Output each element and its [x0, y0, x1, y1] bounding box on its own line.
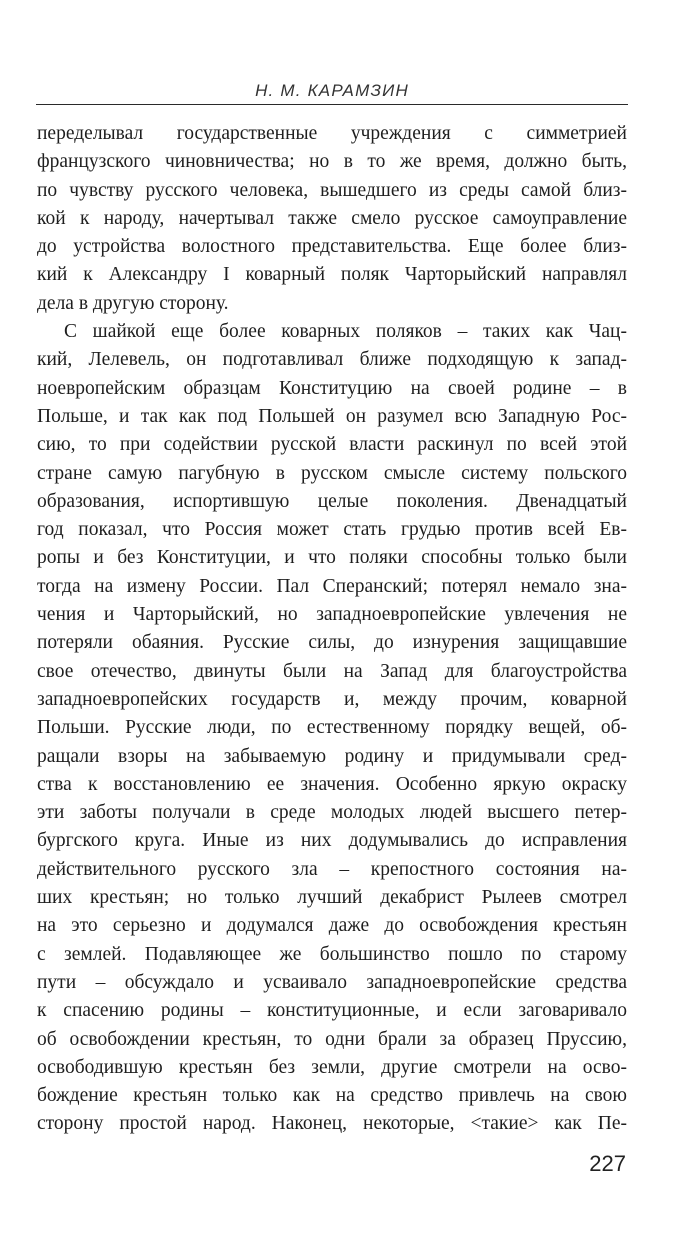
paragraph-start-line: С шайкой еще более коварных поляков – таких как Чац- [64, 321, 627, 343]
text-line: до устройства волостного представительства. Еще более близ- [37, 236, 627, 258]
text-line: Польши. Русские люди, по естественному порядку вещей, об- [37, 717, 627, 739]
text-line: действительного русского зла – крепостного состояния на- [37, 858, 627, 880]
text-line: французского чиновничества; но в то же время, должно быть, [37, 151, 627, 173]
text-line: ших крестьян; но только лучший декабрист Рылеев смотрел [37, 887, 627, 909]
text-line: эти заботы получали в среде молодых людей высшего петер- [37, 802, 627, 824]
body-text [37, 120, 627, 1139]
text-line: ращали взоры на забываемую родину и придумывали сред- [37, 745, 627, 767]
text-line: сию, то при содействии русской власти раскинул по всей этой [37, 434, 627, 456]
text-line: ства к восстановлению ее значения. Особенно яркую окраску [37, 773, 627, 795]
text-line: стране самую пагубную в русском смысле систему польского [37, 462, 627, 484]
text-line: кий, Лелевель, он подготавливал ближе подходящую к запад- [37, 349, 627, 371]
text-line: кий к Александру I коварный поляк Чарторыйский направлял [37, 264, 627, 286]
text-line: тогда на измену России. Пал Сперанский; потерял немало зна- [37, 575, 627, 597]
text-line: ноевропейским образцам Конституцию на своей родине – в [37, 377, 627, 399]
text-line: на это серьезно и додумался даже до освобождения крестьян [37, 915, 627, 937]
text-line: ропы и без Конституции, и что поляки способны только были [37, 547, 627, 569]
text-line: Польше, и так как под Польшей он разумел всю Западную Рос- [37, 405, 627, 427]
text-line: к спасению родины – конституционные, и если заговаривало [37, 1000, 627, 1022]
text-line: кой к народу, начертывал также смело русское самоуправление [37, 207, 627, 229]
text-line: с землей. Подавляющее же большинство пошло по старому [37, 943, 627, 965]
running-head [36, 78, 628, 105]
text-line: сторону простой народ. Наконец, некоторые, <такие> как Пе- [37, 1113, 627, 1135]
running-head-title: Н. М. КАРАМЗИН [255, 81, 409, 100]
text-line: по чувству русского человека, вышедшего из среды самой близ- [37, 179, 627, 201]
text-line: освободившую крестьян без земли, другие смотрели на осво- [37, 1056, 627, 1078]
text-line: бождение крестьян только как на средство привлечь на свою [37, 1085, 627, 1107]
text-line: бургского круга. Иные из них додумывались до исправления [37, 830, 627, 852]
text-line: пути – обсуждало и усваивало западноевропейские средства [37, 971, 627, 993]
text-line: чения и Чарторыйский, но западноевропейские увлечения не [37, 604, 627, 626]
paragraph-end-line: дела в другую сторону. [37, 292, 229, 314]
text-line: переделывал государственные учреждения с симметрией [37, 123, 627, 144]
text-line: год показал, что Россия может стать грудью против всей Ев- [37, 519, 627, 541]
text-line: потеряли обаяния. Русские силы, до изнурения защищавшие [37, 632, 627, 654]
text-line: об освобождении крестьян, то одни брали за образец Пруссию, [37, 1028, 627, 1050]
page-number: 227 [589, 1151, 626, 1176]
text-line: образования, испортившую целые поколения. Двенадцатый [37, 490, 627, 512]
text-line: свое отечество, двинуты были на Запад для благоустройства [37, 660, 627, 682]
text-line: западноевропейских государств и, между прочим, коварной [37, 688, 627, 710]
